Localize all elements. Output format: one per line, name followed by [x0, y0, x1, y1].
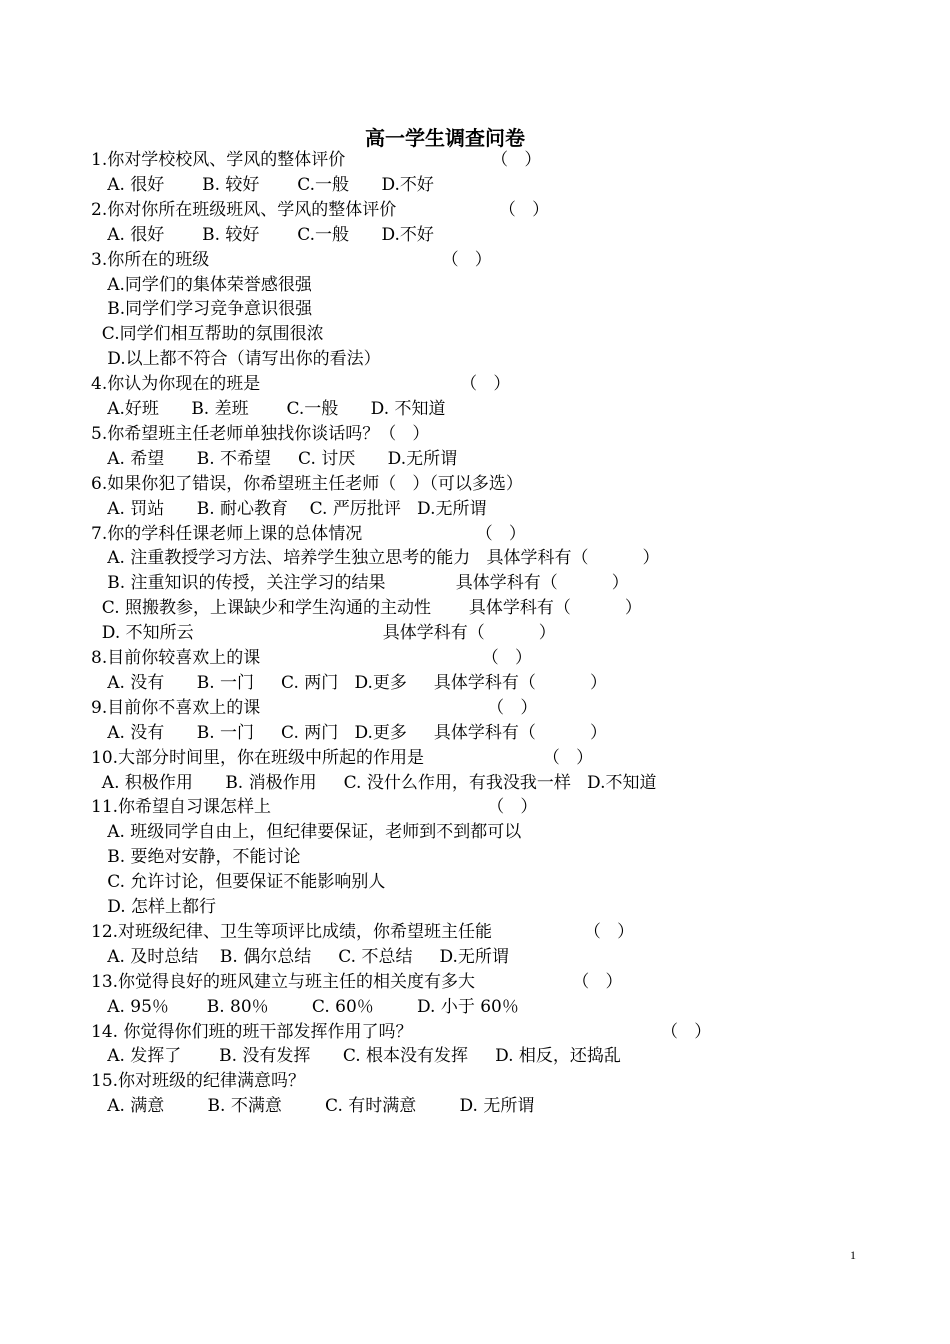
question-line: 14. 你觉得你们班的班干部发挥作用了吗？ （ ）	[91, 1022, 712, 1042]
answer-option-line: A. 罚站 B. 耐心教育 C. 严厉批评 D.无所谓	[91, 499, 487, 519]
question-line: 6.如果你犯了错误，你希望班主任老师（ ）（可以多选）	[91, 474, 523, 494]
answer-option-line: C. 允许讨论，但要保证不能影响别人	[91, 872, 386, 892]
question-line: 13.你觉得良好的班风建立与班主任的相关度有多大 （ ）	[91, 972, 623, 992]
answer-option-line: D. 怎样上都行	[91, 897, 217, 917]
answer-option-line: A. 希望 B. 不希望 C. 讨厌 D.无所谓	[91, 449, 458, 469]
answer-option-line: D.以上都不符合（请写出你的看法）	[91, 349, 381, 369]
answer-option-line: A.好班 B. 差班 C.一般 D. 不知道	[91, 399, 446, 419]
answer-option-line: A.同学们的集体荣誉感很强	[91, 275, 312, 295]
question-line: 5.你希望班主任老师单独找你谈话吗？（ ）	[91, 424, 430, 444]
question-line: 12.对班级纪律、卫生等项评比成绩，你希望班主任能 （ ）	[91, 922, 635, 942]
answer-option-line: A. 积极作用 B. 消极作用 C. 没什么作用，有我没我一样 D.不知道	[91, 773, 657, 793]
answer-option-line: A. 满意 B. 不满意 C. 有时满意 D. 无所谓	[91, 1096, 535, 1116]
answer-option-line: A. 及时总结 B. 偶尔总结 C. 不总结 D.无所谓	[91, 947, 509, 967]
question-line: 3.你所在的班级 （ ）	[91, 250, 492, 270]
answer-option-line: B.同学们学习竞争意识很强	[91, 299, 313, 319]
answer-option-line: A. 没有 B. 一门 C. 两门 D.更多 具体学科有（ ）	[91, 723, 607, 743]
answer-option-line: A. 注重教授学习方法、培养学生独立思考的能力 具体学科有（ ）	[91, 548, 660, 568]
question-line: 2.你对你所在班级班风、学风的整体评价 （ ）	[91, 200, 550, 220]
question-line: 10.大部分时间里，你在班级中所起的作用是 （ ）	[91, 748, 594, 768]
answer-option-line: A. 很好 B. 较好 C.一般 D.不好	[91, 225, 434, 245]
question-line: 9.目前你不喜欢上的课 （ ）	[91, 698, 538, 718]
answer-option-line: A. 没有 B. 一门 C. 两门 D.更多 具体学科有（ ）	[91, 673, 607, 693]
answer-option-line: B. 要绝对安静，不能讨论	[91, 847, 301, 867]
answer-option-line: C.同学们相互帮助的氛围很浓	[91, 324, 324, 344]
answer-option-line: A. 很好 B. 较好 C.一般 D.不好	[91, 175, 434, 195]
question-line: 11.你希望自习课怎样上 （ ）	[91, 797, 538, 817]
question-line: 7.你的学科任课老师上课的总体情况 （ ）	[91, 524, 526, 544]
answer-option-line: A. 发挥了 B. 没有发挥 C. 根本没有发挥 D. 相反，还捣乱	[91, 1046, 621, 1066]
answer-option-line: C. 照搬教参，上课缺少和学生沟通的主动性 具体学科有（ ）	[91, 598, 642, 618]
question-line: 4.你认为你现在的班是 （ ）	[91, 374, 511, 394]
question-line: 1.你对学校校风、学风的整体评价 （ ）	[91, 150, 542, 170]
answer-option-line: B. 注重知识的传授，关注学习的结果 具体学科有（ ）	[91, 573, 629, 593]
document-title: 高一学生调查问卷	[365, 126, 525, 150]
answer-option-line: D. 不知所云 具体学科有（ ）	[91, 623, 556, 643]
question-line: 8.目前你较喜欢上的课 （ ）	[91, 648, 532, 668]
question-line: 15.你对班级的纪律满意吗？	[91, 1071, 306, 1091]
answer-option-line: A. 95％ B. 80％ C. 60％ D. 小于 60％	[91, 997, 519, 1017]
answer-option-line: A. 班级同学自由上，但纪律要保证，老师到不到都可以	[91, 822, 522, 842]
page-number: 1	[850, 1248, 856, 1262]
